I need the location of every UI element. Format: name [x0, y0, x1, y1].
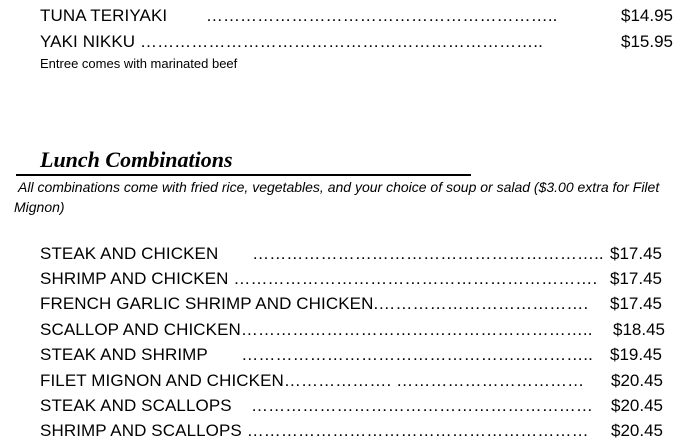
combo-item-scallop-chicken: SCALLOP AND CHICKEN…………………………………………………….. — [40, 320, 593, 339]
combo-price-scallop-chicken: $18.45 — [613, 320, 665, 339]
combo-item-steak-chicken: STEAK AND CHICKEN …………………………………………………….. — [40, 244, 604, 263]
combo-item-filet-mignon-chicken: FILET MIGNON AND CHICKEN………………. …………………………… — [40, 371, 585, 390]
combo-price-steak-shrimp: $19.45 — [610, 345, 662, 364]
entree-item-tuna-teriyaki: TUNA TERIYAKI …………………………………………………….. — [40, 6, 558, 25]
entree-note: Entree comes with marinated beef — [40, 56, 238, 71]
section-title: Lunch Combinations — [40, 147, 233, 172]
entree-item-yaki-nikku: YAKI NIKKU …………………………………………………………….. — [40, 32, 543, 51]
combo-item-french-garlic-shrimp-chicken: FRENCH GARLIC SHRIMP AND CHICKEN.………………………………. — [40, 294, 589, 313]
combo-price-filet-mignon-chicken: $20.45 — [611, 371, 663, 390]
section-heading — [16, 146, 471, 176]
combo-price-french-garlic-shrimp-chicken: $17.45 — [610, 294, 662, 313]
combo-item-shrimp-chicken: SHRIMP AND CHICKEN ………………………………………………………. — [40, 269, 598, 288]
combo-price-shrimp-scallops: $20.45 — [611, 421, 663, 440]
entree-price-tuna-teriyaki: $14.95 — [621, 6, 673, 25]
combo-item-steak-scallops: STEAK AND SCALLOPS …………………………………………………… — [40, 396, 593, 415]
combo-price-steak-chicken: $17.45 — [610, 244, 662, 263]
combo-item-steak-shrimp: STEAK AND SHRIMP …………………………………………………….. — [40, 345, 593, 364]
combo-price-steak-scallops: $20.45 — [611, 396, 663, 415]
combo-price-shrimp-chicken: $17.45 — [610, 269, 662, 288]
entree-price-yaki-nikku: $15.95 — [621, 32, 673, 51]
section-note: All combinations come with fried rice, vegetables, and your choice of soup or salad ($3.00 extra for Filet Mignon) — [14, 179, 660, 215]
combo-item-shrimp-scallops: SHRIMP AND SCALLOPS …………………………………………………… — [40, 421, 589, 440]
